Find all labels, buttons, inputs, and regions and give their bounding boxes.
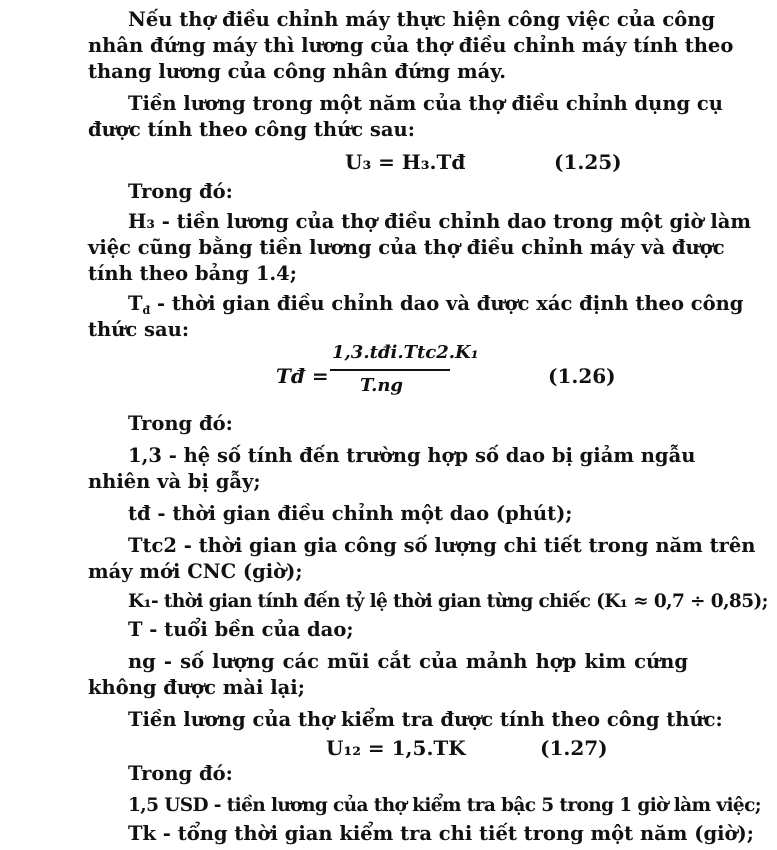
h3-definition-line-1: H₃ - tiền lương của thợ điều chỉnh dao trong một giờ làm [128, 210, 751, 233]
where-label-2: Trong đó: [128, 412, 233, 435]
ttc2-definition-line-2: máy mới CNC (giờ); [88, 560, 303, 583]
equation-1-25: U₃ = H₃.Tđ [345, 150, 466, 174]
k1-definition: K₁- thời gian tính đến tỷ lệ thời gian từng chiếc (K₁ ≈ 0,7 ÷ 0,85); [128, 591, 768, 612]
paragraph-2-line-2: được tính theo công thức sau: [88, 118, 415, 141]
equation-1-27-number: (1.27) [540, 736, 608, 760]
h3-definition-line-3: tính theo bảng 1.4; [88, 262, 297, 285]
inspector-wage-paragraph: Tiền lương của thợ kiểm tra được tính theo công thức: [128, 708, 723, 731]
equation-1-26-number: (1.26) [548, 364, 616, 388]
usd-definition: 1,5 USD - tiền lương của thợ kiểm tra bậc 5 trong 1 giờ làm việc; [128, 795, 761, 816]
td-definition-line-1: $T_đ$ - thời gian điều chỉnh dao và được xác định theo công [128, 292, 744, 317]
tdi-definition: tđ - thời gian điều chỉnh một dao (phút); [128, 502, 573, 525]
paragraph-1-line-1: Nếu thợ điều chỉnh máy thực hiện công việc của công [128, 8, 716, 31]
td-definition-line-2: thức sau: [88, 318, 190, 341]
coefficient-definition-line-2: nhiên và bị gẫy; [88, 470, 261, 493]
coefficient-definition-line-1: 1,3 - hệ số tính đến trường hợp số dao bị giảm ngẫu [128, 444, 696, 467]
equation-1-27: U₁₂ = 1,5.TK [326, 736, 466, 760]
equation-1-25-number: (1.25) [554, 150, 622, 174]
paragraph-1-line-2: nhân đứng máy thì lương của thợ điều chỉnh máy tính theo [88, 34, 734, 57]
paragraph-1-line-3: thang lương của công nhân đứng máy. [88, 60, 507, 83]
equation-1-26-denominator: T.ng [360, 375, 404, 396]
tk-definition: Tk - tổng thời gian kiểm tra chi tiết trong một năm (giờ); [128, 822, 754, 845]
equation-1-26-numerator: 1,3.tđi.Ttc2.K₁ [332, 342, 479, 363]
where-label-3: Trong đó: [128, 762, 233, 785]
where-label-1: Trong đó: [128, 180, 233, 203]
ttc2-definition-line-1: Ttc2 - thời gian gia công số lượng chi tiết trong năm trên [128, 534, 756, 557]
equation-1-26-lhs: Tđ = [276, 364, 329, 388]
t-definition: T - tuổi bền của dao; [128, 618, 354, 641]
h3-definition-line-2: việc cũng bằng tiền lương của thợ điều chỉnh máy và được [88, 236, 725, 259]
paragraph-2-line-1: Tiền lương trong một năm của thợ điều chỉnh dụng cụ [128, 92, 723, 115]
fraction-bar [330, 369, 450, 371]
ng-definition-line-2: không được mài lại; [88, 676, 305, 699]
ng-definition-line-1: ng - số lượng các mũi cắt của mảnh hợp kim cứng [128, 650, 688, 673]
